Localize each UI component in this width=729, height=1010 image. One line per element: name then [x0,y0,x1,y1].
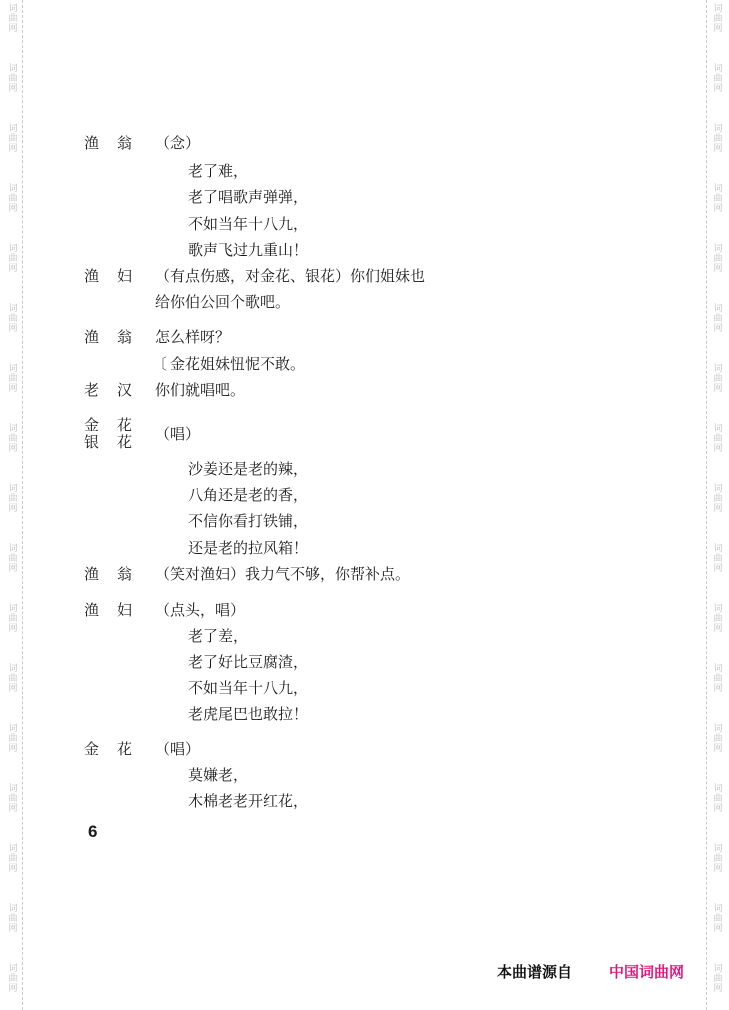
verse-line: 不如当年十八九， [188,215,309,233]
stage-direction: （唱） [155,425,201,443]
verse-line: 莫嫌老， [188,766,249,784]
watermark-glyphs: 词 曲 网 [8,544,18,574]
watermark-glyphs: 词 曲 网 [713,304,723,334]
watermark-glyphs: 词 曲 网 [8,844,18,874]
watermark-glyphs: 词 曲 网 [8,244,18,274]
watermark-glyphs: 词 曲 网 [713,64,723,94]
verse-line: 八角还是老的香， [188,486,309,504]
speaker-label: 渔翁 [84,134,151,152]
watermark-glyphs: 词 曲 网 [713,604,723,634]
watermark-glyphs: 词 曲 网 [713,244,723,274]
watermark-glyphs: 词 曲 网 [713,844,723,874]
stage-direction: （点头，唱） [155,601,246,619]
stage-direction: 金花姐妹忸怩不敢。 [170,355,306,373]
watermark-glyphs: 词 曲 网 [8,964,18,994]
watermark-glyphs: 词 曲 网 [8,124,18,154]
watermark-glyphs: 词 曲 网 [8,484,18,514]
watermark-glyphs: 词 曲 网 [713,544,723,574]
speaker-label: 渔翁 [84,328,151,346]
verse-line: 老了好比豆腐渣， [188,653,309,671]
stage-direction: （念） [155,134,201,152]
watermark-glyphs: 词 曲 网 [713,364,723,394]
verse-line: 沙姜还是老的辣， [188,460,309,478]
verse-line: 老了难， [188,162,249,180]
verse-line: 还是老的拉风箱！ [188,539,309,557]
watermark-glyphs: 词 曲 网 [713,4,723,34]
dialogue-line: 你们就唱吧。 [155,381,246,399]
watermark-glyphs: 词 曲 网 [8,724,18,754]
speaker-label: 渔妇 [84,601,151,619]
watermark-glyphs: 词 曲 网 [8,664,18,694]
verse-line: 老了唱歌声弹弹， [188,188,309,206]
footer-site-link[interactable]: 中国词曲网 [609,963,685,981]
watermark-glyphs: 词 曲 网 [713,724,723,754]
watermark-glyphs: 词 曲 网 [8,424,18,454]
watermark-glyphs: 词 曲 网 [8,904,18,934]
footer-source-label: 本曲谱源自 [497,963,573,981]
watermark-glyphs: 词 曲 网 [713,184,723,214]
dialogue-line: 怎么样呀？ [155,328,231,346]
verse-line: 老虎尾巴也敢拉！ [188,705,309,723]
right-border-line [706,0,707,1010]
stage-direction: （有点伤感，对金花、银花）你们姐妹也 [155,267,426,285]
speaker-label: 老汉 [84,381,151,399]
watermark-glyphs: 词 曲 网 [713,784,723,814]
watermark-glyphs: 词 曲 网 [8,64,18,94]
watermark-glyphs: 词 曲 网 [8,4,18,34]
page-number: 6 [88,822,98,841]
watermark-glyphs: 词 曲 网 [8,184,18,214]
watermark-glyphs: 词 曲 网 [8,304,18,334]
duet-speaker-jinhua: 金花 [84,416,151,434]
speaker-label: 金花 [84,740,151,758]
watermark-glyphs: 词 曲 网 [713,124,723,154]
bracket-mark: 〔 [152,355,168,373]
speaker-label: 渔妇 [84,267,151,285]
watermark-glyphs: 词 曲 网 [713,904,723,934]
verse-line: 老了差， [188,627,249,645]
stage-direction: （唱） [155,740,201,758]
duet-speaker-yinhua: 银花 [84,433,151,451]
watermark-glyphs: 词 曲 网 [8,604,18,634]
dialogue-line: 给你伯公回个歌吧。 [155,293,291,311]
watermark-glyphs: 词 曲 网 [713,664,723,694]
stage-direction: （笑对渔妇）我力气不够，你帮补点。 [155,565,411,583]
left-border-line [22,0,23,1010]
verse-line: 歌声飞过九重山！ [188,241,309,259]
watermark-glyphs: 词 曲 网 [8,364,18,394]
verse-line: 木棉老老开红花， [188,792,309,810]
verse-line: 不信你看打铁铺， [188,512,309,530]
watermark-glyphs: 词 曲 网 [713,964,723,994]
speaker-label: 渔翁 [84,565,151,583]
watermark-glyphs: 词 曲 网 [713,424,723,454]
watermark-glyphs: 词 曲 网 [713,484,723,514]
watermark-glyphs: 词 曲 网 [8,784,18,814]
verse-line: 不如当年十八九， [188,679,309,697]
